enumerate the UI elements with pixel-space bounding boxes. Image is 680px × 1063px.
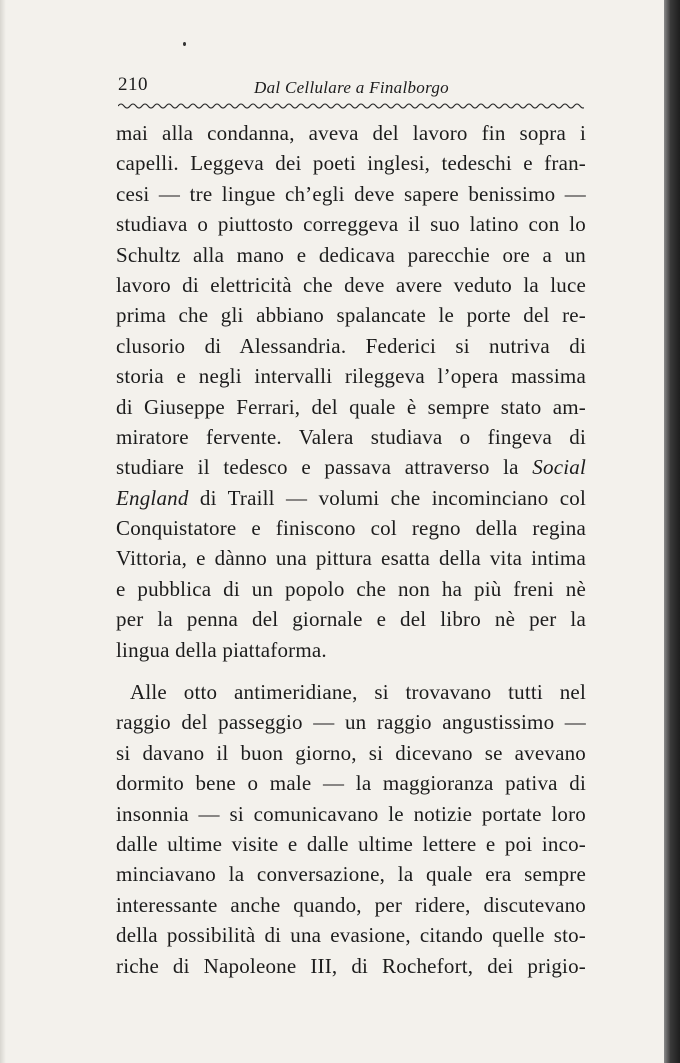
text-line: e pubblica di un popolo che non ha più freni nè <box>116 576 586 601</box>
text-line: studiava o piuttosto correggeva il suo latino con lo <box>116 212 586 237</box>
running-title: Dal Cellulare a Finalborgo <box>254 78 449 97</box>
paragraph-gap <box>116 665 586 677</box>
text-line: mai alla condanna, aveva del lavoro fin sopra i <box>116 121 586 145</box>
text-line: per la penna del giornale e del libro nè per la <box>116 607 586 632</box>
text-line: cesi — tre lingue ch’egli deve sapere benissimo — <box>116 181 586 206</box>
text-line: Schultz alla mano e dedicava parecchie ore a un <box>116 242 586 267</box>
text-line: dalle ultime visite e dalle ultime lettere e poi inco- <box>116 831 586 856</box>
text-line: clusorio di Alessandria. Federici si nutriva di <box>116 333 586 358</box>
wavy-rule <box>118 100 584 112</box>
text-line: Vittoria, e dànno una pittura esatta della vita intima <box>116 546 586 571</box>
ink-speck <box>183 42 186 46</box>
text-line: interessante anche quando, per ridere, discutevano <box>116 892 586 917</box>
text-line: di Giuseppe Ferrari, del quale è sempre stato am- <box>116 394 586 419</box>
text-line: lavoro di elettricità che deve avere veduto la luce <box>116 272 586 297</box>
text-line: dormito bene o male — la maggioranza pativa di <box>116 771 586 796</box>
text-segment: di Traill — volumi che incominciano col <box>188 485 586 510</box>
paragraph-2 <box>116 677 586 981</box>
text-line: storia e negli intervalli rileggeva l’opera massima <box>116 364 586 389</box>
page-number: 210 <box>118 74 148 95</box>
text-line <box>116 483 586 513</box>
text-line: raggio del passeggio — un raggio angustissimo — <box>116 710 586 735</box>
text-line: minciavano la conversazione, la quale era sempre <box>116 862 586 887</box>
text-line: prima che gli abbiano spalancate le porte del re- <box>116 303 586 328</box>
text-line: riche di Napoleone III, di Rochefort, dei prigio- <box>116 953 586 978</box>
text-line: miratore fervente. Valera studiava o fingeva di <box>116 424 586 449</box>
page-gutter-shadow <box>0 0 6 1063</box>
paragraph-1 <box>116 118 586 665</box>
page-edge <box>664 0 680 1063</box>
text-line <box>116 452 586 482</box>
text-body <box>116 118 586 981</box>
text-line: Alle otto antimeridiane, si trovavano tutti nel <box>130 680 586 705</box>
text-line: si davano il buon giorno, si dicevano se avevano <box>116 740 586 765</box>
text-line: lingua della piattaforma. <box>116 637 327 662</box>
text-segment: studiare il tedesco e passava attraverso la <box>116 455 533 480</box>
text-line: della possibilità di una evasione, citando quelle sto- <box>116 923 586 948</box>
book-title-italic: England <box>116 485 189 510</box>
book-title-italic: Social <box>532 455 586 480</box>
text-line: Conquistatore e finiscono col regno della regina <box>116 516 586 541</box>
text-line: capelli. Leggeva dei poeti inglesi, tedeschi e fran- <box>116 151 586 176</box>
page-header <box>118 68 580 98</box>
text-line: insonnia — si comunicavano le notizie portate loro <box>116 801 586 826</box>
